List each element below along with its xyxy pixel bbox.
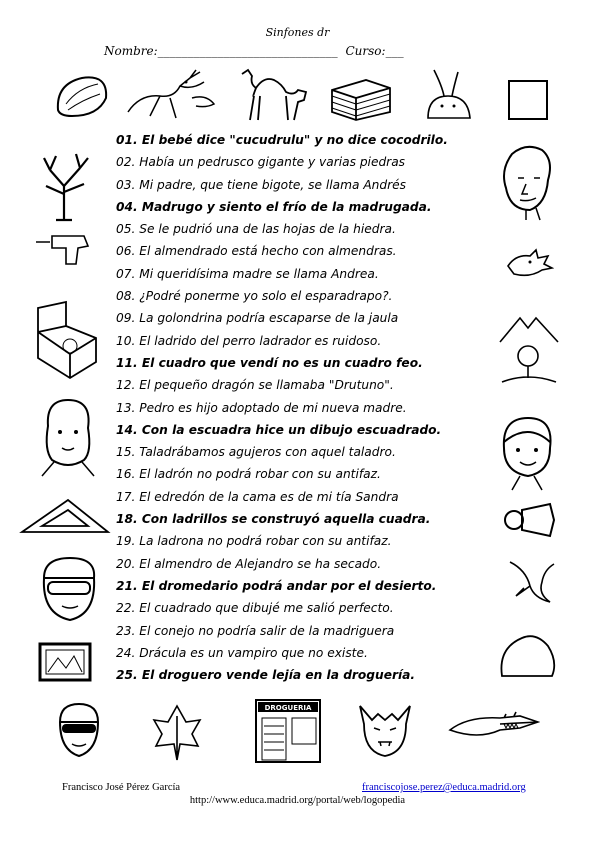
masked-thief-picture — [52, 700, 106, 760]
sentence-item: 19. La ladrona no podrá robar con su antifaz. — [116, 534, 392, 549]
almond-picture — [52, 70, 112, 122]
boy-face-picture — [494, 412, 560, 492]
sentence-item: 24. Drácula es un vampiro que no existe. — [116, 645, 368, 660]
hairdryer-picture — [502, 500, 558, 540]
sentence-item: 08. ¿Podré ponerme yo solo el esparadrapo?. — [116, 289, 393, 304]
drugstore-picture — [252, 696, 324, 766]
sentence-item: 07. Mi queridísima madre se llama Andrea. — [116, 266, 379, 281]
sentence-item: 02. Había un pedrusco gigante y varias piedras — [116, 155, 406, 170]
sentence-item: 03. Mi padre, que tiene bigote, se llama Andrés — [116, 177, 406, 192]
page-title: Sinfones dr — [265, 26, 330, 39]
thief-face-picture — [34, 554, 104, 624]
answer-box[interactable] — [508, 80, 548, 120]
rabbit-picture — [414, 66, 484, 124]
sentence-item: 23. El conejo no podría salir de la madriguera — [116, 623, 395, 638]
student-info-line — [104, 44, 504, 58]
sentence-list — [116, 129, 496, 686]
sentence-item: 12. El pequeño dragón se llamaba "Drutuno". — [116, 378, 394, 393]
sentence-item: 13. Pedro es hijo adoptado de mi nueva madre. — [116, 400, 407, 415]
sentence-item: 05. Se le pudrió una de las hojas de la hiedra. — [116, 222, 396, 237]
ivy-leaf-picture — [150, 702, 204, 762]
sentence-item: 17. El edredón de la cama es de mi tía Sandra — [116, 489, 399, 504]
crocodile-picture — [448, 706, 540, 746]
woman-face-picture — [38, 396, 98, 478]
sentence-item: 09. La golondrina podría escaparse de la jaula — [116, 311, 399, 326]
sentence-item: 14. Con la escuadra hice un dibujo escuadrado. — [116, 422, 442, 437]
curso-label: Curso: — [345, 44, 386, 58]
sentence-item: 04. Madrugo y siento el frío de la madrugada. — [116, 199, 432, 214]
sentence-item: 16. El ladrón no podrá robar con su antifaz. — [116, 467, 381, 482]
set-square-picture — [18, 496, 112, 536]
swallow-picture — [504, 556, 556, 608]
tree-picture — [36, 146, 94, 222]
drill-picture — [34, 232, 96, 266]
drogueria-sign: DROGUERIA — [264, 704, 312, 712]
dragon-head-picture — [504, 248, 554, 280]
nombre-blank: ______________________________ — [157, 44, 338, 58]
dragon-picture — [120, 68, 220, 124]
sentence-item: 22. El cuadrado que dibujé me salió perfecto. — [116, 601, 394, 616]
sentence-item: 01. El bebé dice "cucudrulu" y no dice cocodrilo. — [116, 133, 448, 147]
bed-picture — [30, 298, 102, 384]
footer-email-link[interactable]: franciscojose.perez@educa.madrid.org — [362, 782, 526, 793]
sentence-item: 25. El droguero vende lejía en la droguería. — [116, 668, 416, 683]
footer-author: Francisco José Pérez García — [62, 782, 181, 793]
framed-picture — [36, 640, 94, 684]
nombre-label: Nombre: — [104, 44, 158, 58]
sentence-item: 15. Taladrábamos agujeros con aquel taladro. — [116, 445, 396, 460]
footer-url: http://www.educa.madrid.org/portal/web/logopedia — [189, 795, 406, 806]
sentence-item: 06. El almendrado está hecho con almendras. — [116, 244, 397, 259]
bricks-picture — [326, 72, 396, 122]
man-face-picture — [496, 140, 558, 222]
sentence-item: 11. El cuadro que vendí no es un cuadro feo. — [116, 355, 423, 370]
sentence-item: 18. Con ladrillos se construyó aquella cuadra. — [116, 512, 431, 527]
sentence-item: 20. El almendro de Alejandro se ha secado. — [116, 556, 382, 571]
dromedary-picture — [228, 66, 318, 124]
dracula-picture — [356, 700, 414, 758]
landscape-tree-picture — [498, 312, 560, 384]
sentence-item: 10. El ladrido del perro ladrador es ruidoso. — [116, 333, 382, 348]
curso-blank: ___ — [385, 44, 404, 58]
rock-picture — [496, 628, 558, 682]
sentence-item: 21. El dromedario podrá andar por el desierto. — [116, 578, 437, 593]
